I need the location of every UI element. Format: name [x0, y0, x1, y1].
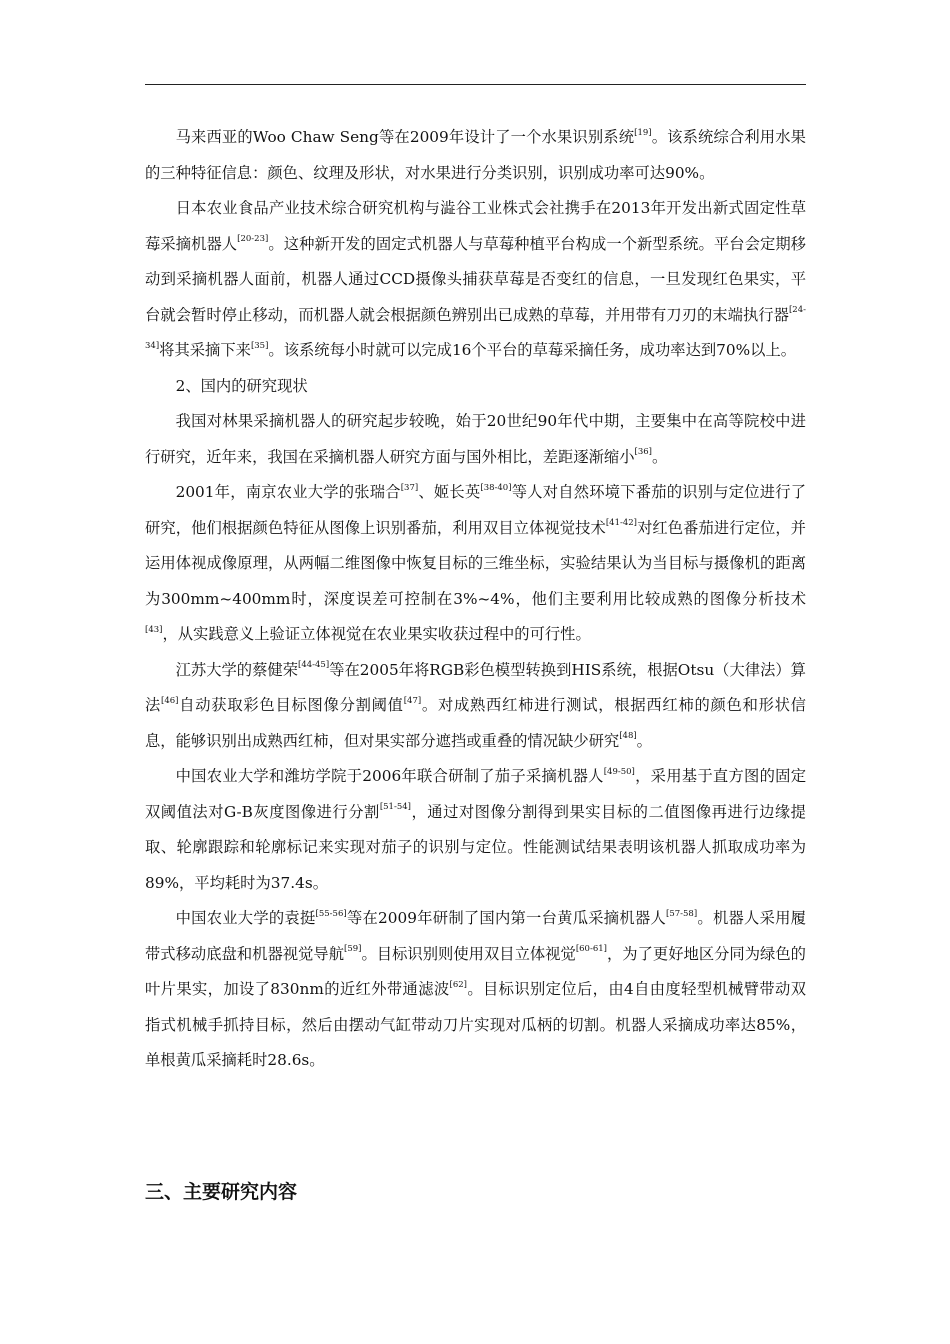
subheading-domestic-research: 2、国内的研究现状 [175, 376, 308, 395]
body-text [145, 120, 806, 1079]
citation-ref: [59] [344, 944, 362, 955]
text-run: 。 [636, 731, 652, 750]
citation-ref: [19] [634, 127, 652, 138]
text-run: 将其采摘下来 [159, 341, 251, 359]
text-run: 。机器人采用履带式移动底盘和机器视觉导航 [145, 909, 806, 963]
text-run: 。 [651, 447, 668, 466]
text-run: 。目标识别则使用双目立体视觉 [361, 944, 576, 963]
paragraph-jiangsu-tomato [145, 653, 806, 760]
citation-ref: [57-58] [666, 908, 698, 919]
citation-ref: [37] [400, 482, 419, 493]
citation-ref: [20-23] [237, 234, 269, 245]
citation-ref: [44-45] [298, 660, 330, 671]
paragraph-eggplant-robot [145, 759, 806, 901]
paragraph-cucumber-robot [145, 901, 806, 1079]
text-run: ，采用基于直方图的固定双阈值法对G-B灰度图像进行分割 [145, 767, 806, 821]
text-run: 我国对林果采摘机器人的研究起步较晚，始于20世纪90年代中期，主要集中在高等院校中进行研究，近年来，我国在采摘机器人研究方面与国外相比，差距逐渐缩小 [145, 412, 806, 466]
citation-ref: [24-34] [145, 305, 806, 351]
text-run: 自动获取彩色目标图像分割阈值 [178, 696, 404, 714]
text-run: 日本农业食品产业技术综合研究机构与澁谷工业株式会社携手在2013年开发出新式固定性草莓采摘机器人 [145, 199, 806, 253]
citation-ref: [60-61] [575, 944, 607, 955]
text-run: 中国农业大学和潍坊学院于2006年联合研制了茄子采摘机器人 [175, 767, 604, 785]
text-run: 。这种新开发的固定式机器人与草莓种植平台构成一个新型系统。平台会定期移动到采摘机器人面前，机器人通过CCD摄像头捕获草莓是否变红的信息，一旦发现红色果实，平台就会暂时停止移动，而机器人就会根据颜色辨别出已成熟的草莓，并用带有刀刃的末端执行器 [145, 234, 806, 324]
citation-ref: [51-54] [379, 802, 411, 813]
text-run: 。该系统综合利用水果的三种特征信息：颜色、纹理及形状，对水果进行分类识别，识别成功率可达90%。 [145, 128, 806, 182]
text-run: 、姬长英 [418, 483, 481, 501]
text-run: ，从实践意义上验证立体视觉在农业果实收获过程中的可行性。 [162, 625, 591, 643]
citation-ref: [48] [619, 731, 637, 742]
text-run: 。目标识别定位后，由4自由度轻型机械臂带动双指式机械手抓持目标，然后由摆动气缸带动刀片实现对瓜柄的切割。机器人采摘成功率达85%，单根黄瓜采摘耗时28.6s。 [145, 980, 806, 1069]
citation-ref: [35] [250, 340, 269, 351]
text-run: 对红色番茄进行定位，并运用体视成像原理，从两幅二维图像中恢复目标的三维坐标，实验结果认为当目标与摄像机的距离为300mm~400mm时，深度误差可控制在3%~4%，他们主要利用比较成熟的图像分析技术 [145, 518, 806, 608]
text-run: 中国农业大学的袁挺 [175, 909, 316, 927]
citation-ref: [55-56] [315, 908, 347, 919]
paragraph-nanjing-tomato [145, 475, 806, 653]
citation-ref: [47] [403, 695, 422, 706]
citation-ref: [49-50] [603, 766, 635, 777]
text-run: 等人对自然环境下番茄的识别与定位进行了研究，他们根据颜色特征从图像上识别番茄，利用双目立体视觉技术 [145, 483, 806, 537]
text-run: 2001年，南京农业大学的张瑞合 [175, 483, 401, 501]
header-rule [145, 84, 806, 85]
paragraph-malaysia-fruit-recognition [145, 120, 806, 191]
citation-ref: [46] [161, 695, 179, 706]
paragraph-japan-strawberry-robot [145, 191, 806, 369]
citation-ref: [36] [634, 447, 652, 458]
citation-ref: [43] [145, 624, 163, 635]
text-run: 等在2009年研制了国内第一台黄瓜采摘机器人 [346, 909, 666, 927]
text-run: 等在2005年将RGB彩色模型转换到HIS系统，根据Otsu（大律法）算法 [145, 660, 806, 714]
text-run: 江苏大学的蔡健荣 [175, 660, 299, 679]
section-title: 三、主要研究内容 [145, 1181, 298, 1203]
text-run: 马来西亚的Woo Chaw Seng等在2009年设计了一个水果识别系统 [175, 128, 635, 146]
citation-ref: [38-40] [480, 482, 512, 493]
text-run: 。该系统每小时就可以完成16个平台的草莓采摘任务，成功率达到70%以上。 [268, 341, 797, 359]
text-run: ，为了更好地区分同为绿色的叶片果实，加设了830nm的近红外带通滤波 [145, 944, 806, 998]
text-run: ，通过对图像分割得到果实目标的二值图像再进行边缘提取、轮廓跟踪和轮廓标记来实现对茄子的识别与定位。性能测试结果表明该机器人抓取成功率为89%，平均耗时为37.4s。 [145, 802, 806, 892]
citation-ref: [62] [449, 979, 467, 990]
citation-ref: [41-42] [605, 518, 637, 529]
text-run: 。对成熟西红柿进行测试，根据西红柿的颜色和形状信息，能够识别出成熟西红柿，但对果实部分遮挡或重叠的情况缺少研究 [145, 696, 806, 750]
paragraph-domestic-overview [145, 404, 806, 475]
